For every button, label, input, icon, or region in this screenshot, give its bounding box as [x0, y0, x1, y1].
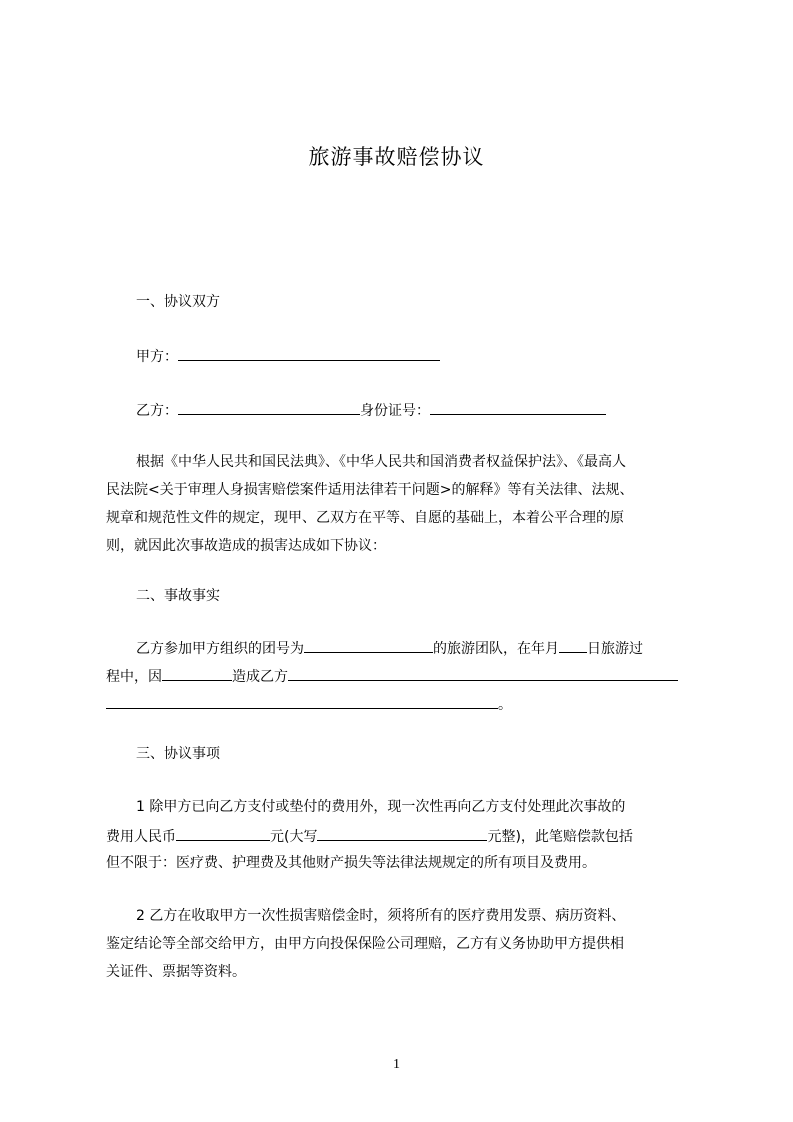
- term-text: 元整)，此笔赔偿款包括: [487, 829, 633, 845]
- section-heading-parties: 一、协议双方: [136, 294, 220, 310]
- preamble-line-3: 规章和规范性文件的规定，现甲、乙双方在平等、自愿的基础上，本着公平合理的原: [106, 510, 624, 526]
- id-number-label: 身份证号：: [360, 403, 430, 419]
- term-text: 元(大写: [270, 829, 318, 845]
- term-2-line-1: 2 乙方在收取甲方一次性损害赔偿金时，须将所有的医疗费用发票、病历资料、: [136, 908, 626, 924]
- party-a-blank[interactable]: [178, 345, 440, 361]
- party-a-line: [136, 345, 730, 367]
- cause-blank[interactable]: [162, 665, 232, 681]
- document-title: 旅游事故赔偿协议: [308, 145, 485, 169]
- facts-text: 造成乙方: [232, 669, 288, 685]
- page-number: 1: [393, 1057, 400, 1072]
- party-b-label: 乙方：: [136, 403, 178, 419]
- term-2-line-2: 鉴定结论等全部交给甲方，由甲方向投保保险公司理赔，乙方有义务协助甲方提供相: [106, 936, 624, 952]
- facts-line-2: [106, 665, 700, 687]
- facts-text: 。: [498, 697, 512, 713]
- party-b-blank[interactable]: [178, 399, 360, 415]
- party-b-line: [136, 399, 730, 421]
- damage-description-blank[interactable]: [288, 665, 678, 681]
- term-2-line-3: 关证件、票据等资料。: [106, 964, 246, 980]
- party-a-label: 甲方：: [136, 349, 178, 365]
- tour-group-number-blank[interactable]: [304, 637, 433, 653]
- section-heading-terms: 三、协议事项: [136, 746, 220, 762]
- preamble-line-4: 则，就因此次事故造成的损害达成如下协议：: [106, 538, 386, 554]
- preamble-line-1: 根据《中华人民共和国民法典》、《中华人民共和国消费者权益保护法》、《最高人: [136, 454, 626, 470]
- facts-line-3: [106, 693, 700, 715]
- id-number-blank[interactable]: [430, 399, 606, 415]
- compensation-amount-words-blank[interactable]: [317, 825, 487, 841]
- facts-text: 的旅游团队，在年月: [433, 641, 559, 657]
- facts-text: 程中，因: [106, 669, 162, 685]
- facts-line-1: [136, 637, 730, 659]
- section-heading-facts: 二、事故事实: [136, 588, 220, 604]
- compensation-amount-blank[interactable]: [176, 825, 270, 841]
- term-text: 费用人民币: [106, 829, 176, 845]
- term-1-line-2: [106, 825, 700, 847]
- tour-day-blank[interactable]: [559, 637, 587, 653]
- term-1-line-3: 但不限于：医疗费、护理费及其他财产损失等法律法规规定的所有项目及费用。: [106, 855, 596, 871]
- facts-text: 日旅游过: [587, 641, 643, 657]
- term-1-line-1: 1 除甲方已向乙方支付或垫付的费用外，现一次性再向乙方支付处理此次事故的: [136, 799, 626, 815]
- damage-description-blank-continued[interactable]: [106, 693, 498, 709]
- facts-text: 乙方参加甲方组织的团号为: [136, 641, 304, 657]
- preamble-line-2: 民法院<关于审理人身损害赔偿案件适用法律若干问题>的解释》等有关法律、法规、: [106, 482, 634, 498]
